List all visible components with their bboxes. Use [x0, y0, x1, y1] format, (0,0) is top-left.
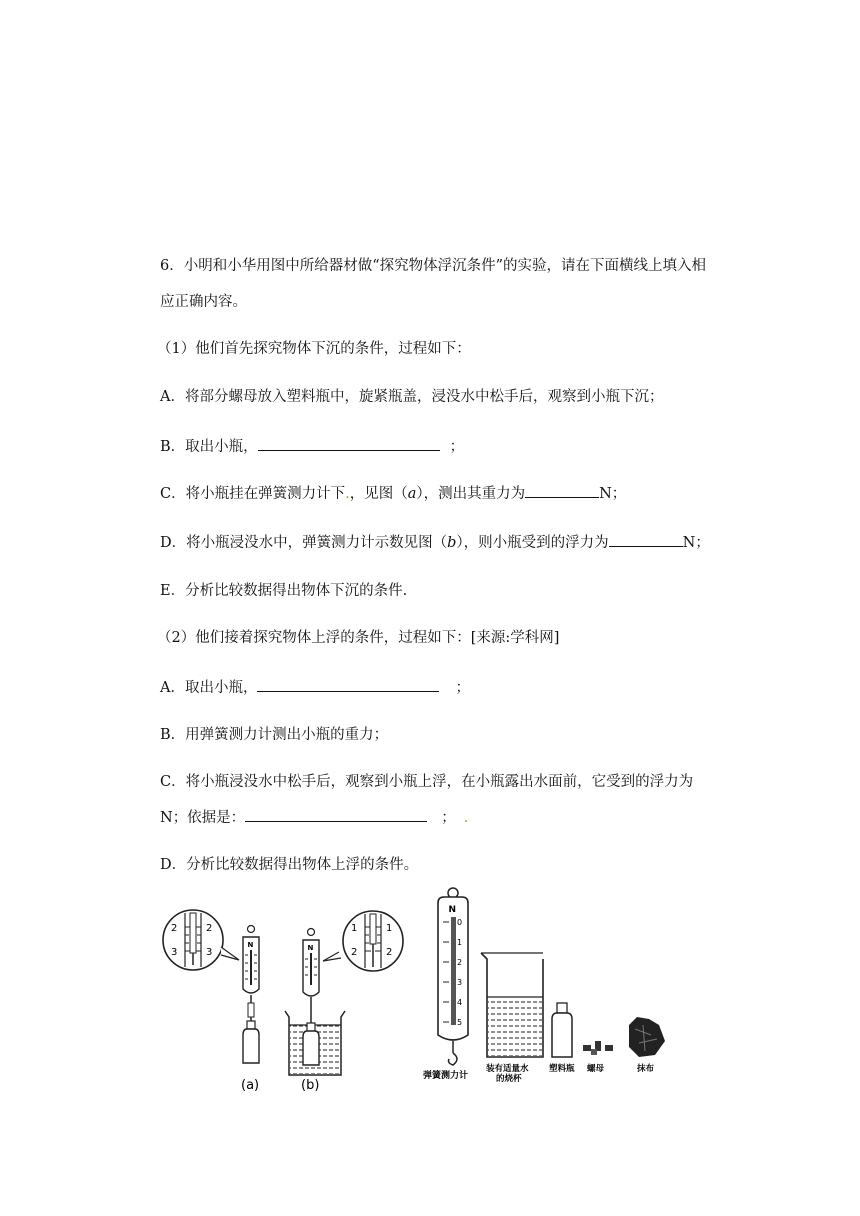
part2-step-b: B．用弹簧测力计测出小瓶的重力；: [160, 727, 389, 743]
big-scale-tick-0: 0: [457, 918, 463, 927]
part1-step-e: E．分析比较数据得出物体下沉的条件.: [160, 583, 408, 599]
zoom-b-tick-1: 1: [351, 923, 358, 934]
figure-label-a: (a): [241, 1078, 260, 1093]
equipment-spring-scale: [438, 888, 468, 1065]
part1-step-b-end: ；: [449, 439, 465, 455]
part1-step-b-text: B．取出小瓶，: [160, 439, 258, 455]
part2-step-a-end: ；: [455, 680, 470, 696]
part1-heading: （1）他们首先探究物体下沉的条件，过程如下：: [157, 341, 471, 357]
spring-scale-a: [243, 926, 259, 1022]
zoom-a-right-tick-3: 3: [206, 947, 213, 958]
caption-beaker-line1: 装有适量水: [486, 1064, 529, 1074]
equipment-beaker: [481, 953, 543, 1057]
part2-step-d: D．分析比较数据得出物体上浮的条件。: [160, 857, 419, 873]
spring-scale-b: [303, 929, 319, 1024]
part1-step-d-end: N；: [682, 535, 710, 551]
big-scale-tick-1: 1: [457, 938, 463, 947]
part2-step-c-blank[interactable]: [245, 807, 427, 822]
zoom-a-tick-3: 3: [171, 947, 178, 958]
zoom-a-tick-2: 2: [171, 923, 178, 934]
part1-step-d: [160, 532, 710, 553]
caption-beaker-line2: 的烧杯: [496, 1074, 522, 1084]
part1-step-d-fig-b: b: [447, 535, 457, 551]
caption-bottle: 塑料瓶: [549, 1064, 575, 1074]
part1-step-b-blank[interactable]: [258, 436, 440, 451]
part1-step-c-end: N；: [599, 486, 627, 502]
equipment-plastic-bottle: [552, 1003, 572, 1057]
zoom-a-right-tick-2: 2: [206, 923, 213, 934]
caption-cloth: 抹布: [637, 1064, 655, 1074]
equipment-scale-unit: N: [448, 905, 457, 915]
part1-step-d-blank[interactable]: [609, 532, 683, 547]
zoom-b-right-tick-1: 1: [386, 923, 393, 934]
part1-step-d-mid: ），则小瓶受到的浮力为: [456, 535, 609, 551]
experiment-figure: [155, 885, 695, 1105]
part1-step-c-dot: .: [345, 486, 350, 502]
big-scale-tick-3: 3: [457, 978, 463, 987]
part1-step-c-blank[interactable]: [525, 483, 599, 498]
equipment-cloth: [629, 1017, 665, 1057]
scale-a-unit: N: [247, 941, 254, 949]
zoom-circle-b: [323, 911, 403, 971]
big-scale-tick-4: 4: [457, 998, 463, 1007]
big-scale-tick-2: 2: [457, 958, 463, 967]
part2-step-c-end: ；: [441, 810, 456, 826]
bottle-a: [243, 1021, 259, 1063]
zoom-b-tick-2: 2: [351, 947, 358, 958]
figure-label-b: (b): [301, 1078, 320, 1093]
part2-step-c-text: N；依据是：: [160, 810, 246, 826]
part1-step-a: A．将部分螺母放入塑料瓶中，旋紧瓶盖，浸没水中松手后，观察到小瓶下沉；: [160, 389, 664, 405]
part1-step-c: [160, 483, 626, 504]
part1-step-d-text: D．将小瓶浸没水中，弹簧测力计示数见图（: [160, 535, 448, 551]
question-intro-line2: 应正确内容。: [160, 294, 247, 310]
part1-step-b: [160, 436, 464, 457]
part2-step-c-dot: .: [463, 810, 469, 826]
part2-heading: （2）他们接着探究物体上浮的条件，过程如下：[来源:学科网]: [157, 630, 560, 646]
part2-step-c-line2: [160, 807, 468, 828]
part2-step-a-text: A．取出小瓶，: [160, 680, 258, 696]
part2-step-a: [160, 677, 470, 698]
big-scale-tick-5: 5: [457, 1018, 463, 1027]
part1-step-c-mid: ，见图（: [349, 486, 408, 502]
part1-step-c-mid2: ），测出其重力为: [416, 486, 526, 502]
caption-nuts: 螺母: [587, 1064, 605, 1074]
part2-step-a-blank[interactable]: [257, 677, 439, 692]
equipment-nuts: [583, 1041, 613, 1055]
caption-spring-scale: 弹簧测力计: [423, 1071, 469, 1081]
part2-step-c-line1: C．将小瓶浸没水中松手后，观察到小瓶上浮，在小瓶露出水面前，它受到的浮力为: [160, 774, 694, 790]
question-intro-line1: 6．小明和小华用图中所给器材做“探究物体浮沉条件”的实验，请在下面横线上填入相: [160, 258, 707, 274]
part1-step-c-text: C．将小瓶挂在弹簧测力计下: [160, 486, 346, 502]
part1-step-c-fig-a: a: [407, 486, 417, 502]
zoom-b-right-tick-2: 2: [386, 947, 393, 958]
zoom-circle-a: [163, 910, 239, 970]
scale-b-unit: N: [307, 944, 314, 952]
